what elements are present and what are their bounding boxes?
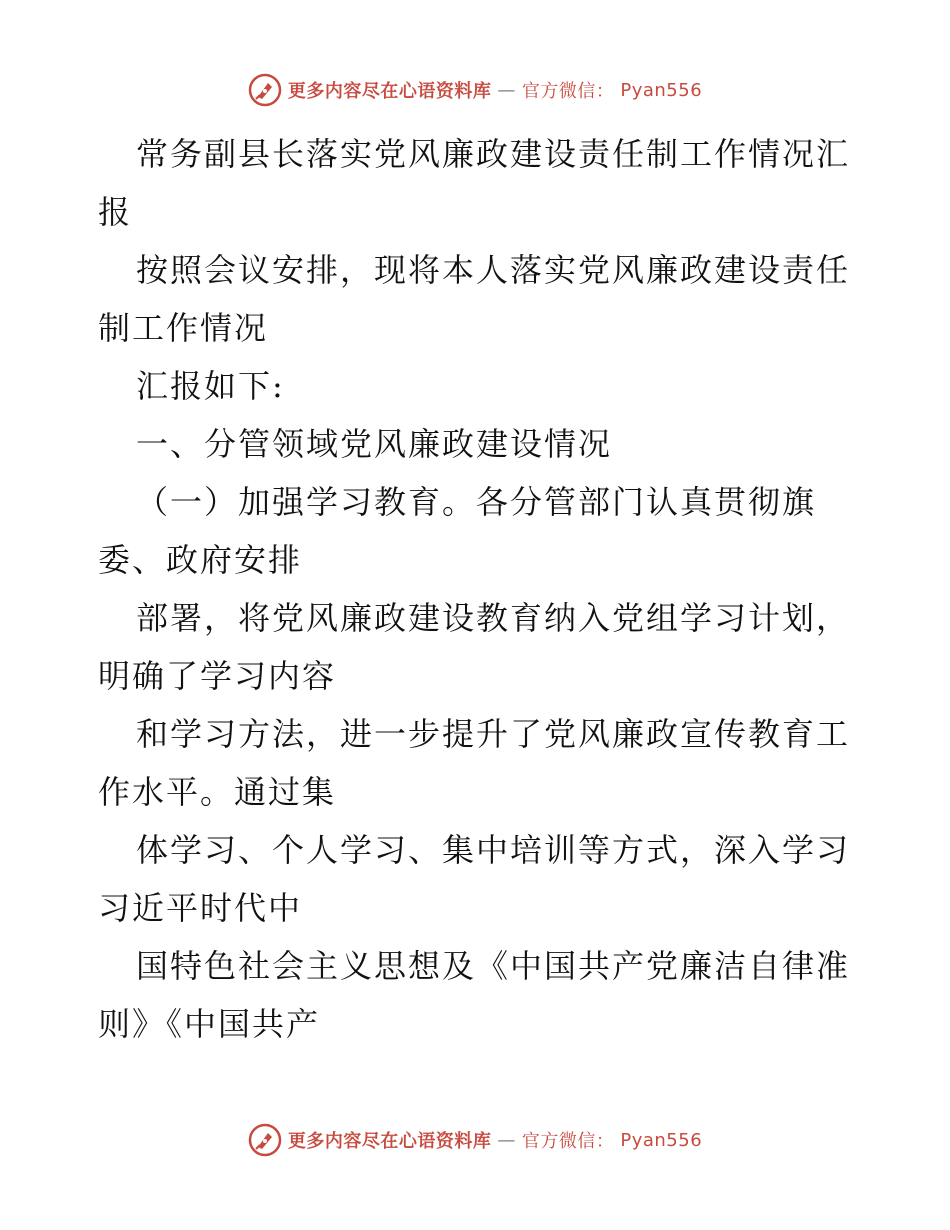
paragraph-line: 按照会议安排，现将本人落实党风廉政建设责任 — [136, 251, 851, 289]
watermark-brand-text: 更多内容尽在心语资料库 — [287, 1131, 492, 1152]
section-heading: 一、分管领域党风廉政建设情况 — [136, 425, 613, 463]
pen-nib-logo-icon — [248, 1123, 282, 1157]
document-title-line-1: 常务副县长落实党风廉政建设责任制工作情况汇 — [136, 135, 851, 173]
paragraph-line: 制工作情况 — [98, 309, 269, 347]
paragraph-line: 委、政府安排 — [98, 541, 303, 579]
paragraph-line: 明确了学习内容 — [98, 657, 337, 695]
watermark-brand-text: 更多内容尽在心语资料库 — [287, 81, 492, 102]
paragraph-line: 体学习、个人学习、集中培训等方式，深入学习 — [136, 831, 851, 869]
paragraph-line: 部署，将党风廉政建设教育纳入党组学习计划， — [136, 599, 851, 637]
paragraph-line: 作水平。通过集 — [98, 773, 337, 811]
document-title-line-2: 报 — [98, 193, 133, 231]
watermark-wechat-id: Pyan556 — [620, 79, 703, 101]
watermark-wechat-label: 官方微信： — [521, 1131, 615, 1152]
footer-watermark — [0, 1120, 950, 1160]
watermark-separator: — — [497, 79, 516, 101]
header-watermark — [0, 70, 950, 110]
paragraph-line: 则》《中国共产 — [98, 1005, 321, 1043]
paragraph-line: 和学习方法，进一步提升了党风廉政宣传教育工 — [136, 715, 851, 753]
pen-nib-logo-icon — [248, 73, 282, 107]
paragraph-line: 国特色社会主义思想及《中国共产党廉洁自律准 — [136, 947, 851, 985]
watermark-wechat-label: 官方微信： — [521, 81, 615, 102]
paragraph-line: 习近平时代中 — [98, 889, 303, 927]
watermark-separator: — — [497, 1129, 516, 1151]
subsection-heading-line: （一）加强学习教育。各分管部门认真贯彻旗 — [136, 483, 817, 521]
document-body — [98, 125, 868, 1053]
watermark-wechat-id: Pyan556 — [620, 1129, 703, 1151]
paragraph-line: 汇报如下: — [136, 367, 285, 405]
